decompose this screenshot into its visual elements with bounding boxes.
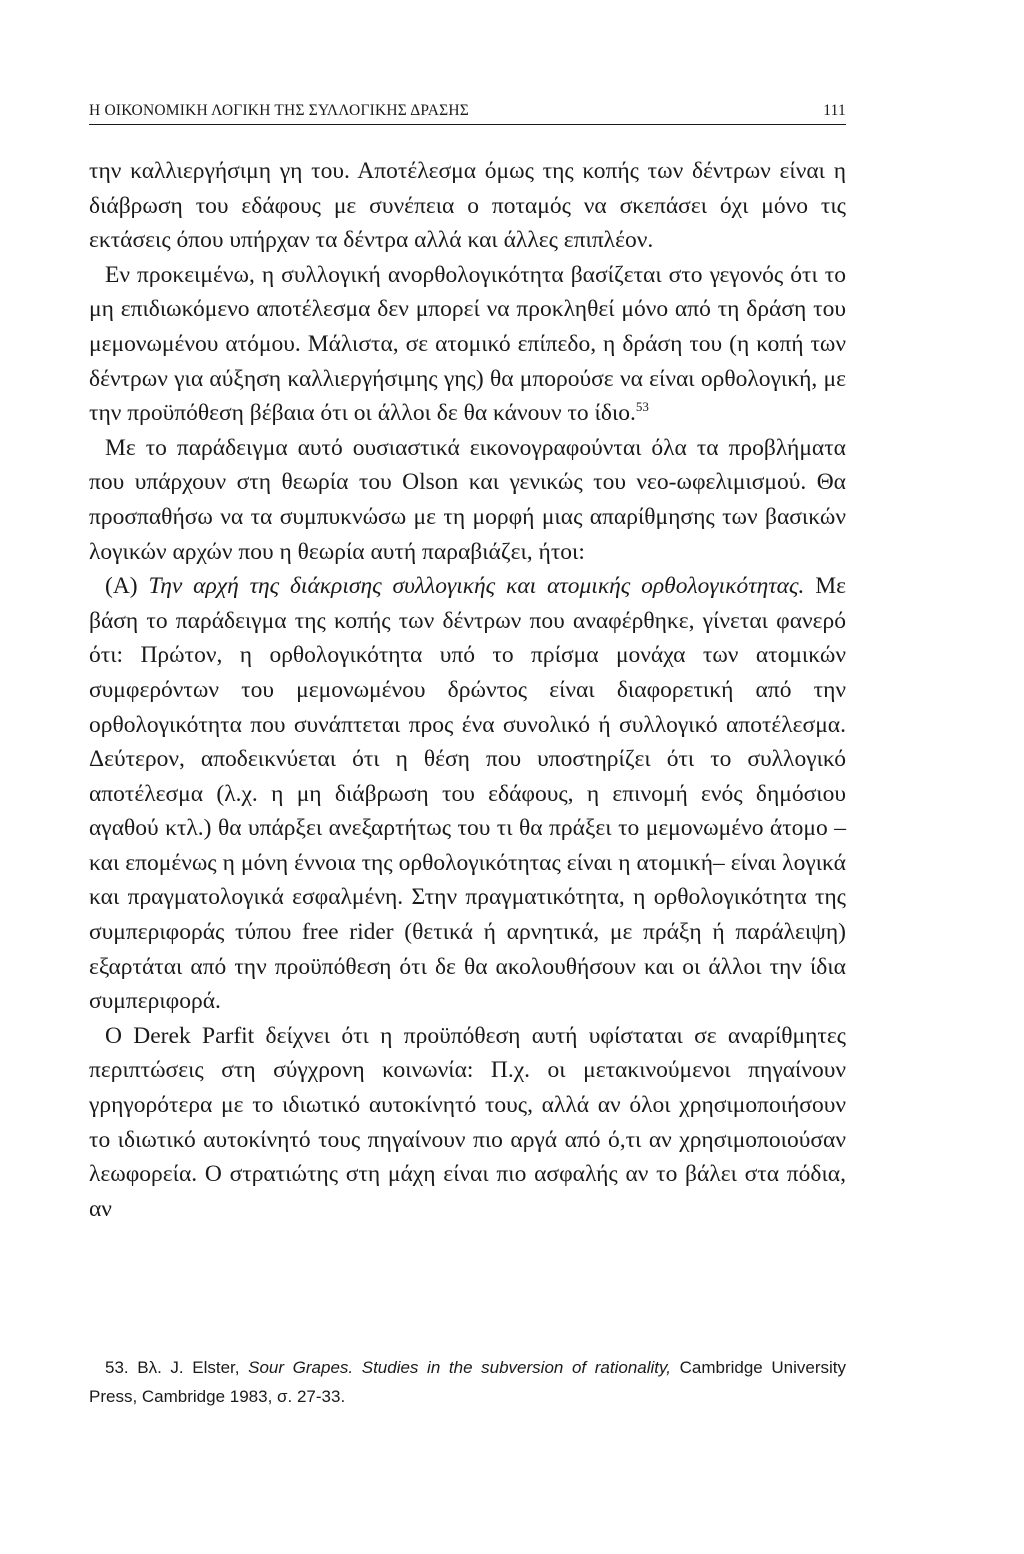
paragraph-4-italic-heading: Την αρχή της διάκρισης συλλογικής και ατομικής ορθολογικότητας.: [148, 573, 805, 600]
paragraph-2-text: Εν προκειμένω, η συλλογική ανορθολογικότητα βασίζεται στο γεγονός ότι το μη επιδιωκόμενο αποτέλεσμα δεν μπορεί να προκληθεί μόνο από τη δράση του μεμονωμένου ατόμου. Μάλιστα, σε ατομικό επίπεδο, η δράση του (η κοπή των δέντρων για αύξηση καλλιεργήσιμης γης) θα μπορούσε να είναι ορθολογική, με την προϋπόθεση βέβαια ότι οι άλλοι δε θα κάνουν το ίδιο.: [89, 261, 846, 427]
running-header: [89, 98, 846, 125]
footnotes: [89, 1353, 846, 1411]
footnote-53: [89, 1353, 846, 1411]
page-number: 111: [823, 102, 846, 119]
paragraph-4: [89, 569, 846, 1019]
body-text: [89, 154, 846, 1226]
paragraph-4-text: Με βάση το παράδειγμα της κοπής των δέντρων που αναφέρθηκε, γίνεται φανερό ότι: Πρώτον, η ορθολογικότητα υπό το πρίσμα μονάχα των ατομικών συμφερόντων του μεμονωμένου δρώντος είναι διαφορετική από την ορθολογικότητα που συνάπτεται προς ένα συνολικό ή συλλογικό αποτέλεσμα. Δεύτερον, αποδεικνύεται ότι η θέση που υποστηρίζει ότι το συλλογικό αποτέλεσμα (λ.χ. η μη διάβρωση του εδάφους, η επινομή ενός δημόσιου αγαθού κτλ.) θα υπάρξει ανεξαρτήτως του τι θα πράξει το μεμονωμένο άτομο –και επομένως η μόνη έννοια της ορθολογικότητας είναι η ατομική– είναι λογικά και πραγματολογικά εσφαλμένη. Στην πραγματικότητα, η ορθολογικότητα της συμπεριφοράς τύπου free rider (θετικά ή αρνητικά, με πράξη ή παράλειψη) εξαρτάται από την προϋπόθεση ότι δε θα ακολουθήσουν και οι άλλοι την ίδια συμπεριφορά.: [89, 573, 847, 1015]
footnote-ref-53: 53: [635, 399, 649, 415]
running-title: Η ΟΙΚΟΝΟΜΙΚΗ ΛΟΓΙΚΗ ΤΗΣ ΣΥΛΛΟΓΙΚΗΣ ΔΡΑΣΗΣ: [89, 102, 470, 119]
paragraph-5: Ο Derek Parfit δείχνει ότι η προϋπόθεση αυτή υφίσταται σε αναρίθμητες περιπτώσεις στη σύγχρονη κοινωνία: Π.χ. οι μετακινούμενοι πηγαίνουν γρηγορότερα με το ιδιωτικό αυτοκίνητό τους, αλλά αν όλοι χρησιμοποιήσουν το ιδιωτικό αυτοκίνητό τους πηγαίνουν πιο αργά από ό,τι αν χρησιμοποιούσαν λεωφορεία. Ο στρατιώτης στη μάχη είναι πιο ασφαλής αν το βάλει στα πόδια, αν: [89, 1022, 846, 1222]
paragraph-1: την καλλιεργήσιμη γη του. Αποτέλεσμα όμως της κοπής των δέντρων είναι η διάβρωση του εδάφους με συνέπεια ο ποταμός να σκεπάσει όχι μόνο τις εκτάσεις όπου υπήρχαν τα δέντρα αλλά και άλλες επιπλέον.: [89, 158, 846, 254]
paragraph-4-label: (Α): [105, 573, 138, 600]
paragraph-3: Με το παράδειγμα αυτό ουσιαστικά εικονογραφούνται όλα τα προβλήματα που υπάρχουν στη θεωρία του Olson και γενικώς του νεο-ωφελιμισμού. Θα προσπαθήσω να τα συμπυκνώσω με τη μορφή μιας απαρίθμησης των βασικών λογικών αρχών που η θεωρία αυτή παραβιάζει, ήτοι:: [89, 434, 846, 565]
footnote-53-lead: 53. Βλ. J. Elster,: [105, 1358, 240, 1377]
paragraph-2: [89, 258, 846, 431]
footnote-53-rest: Cambridge University Press, Cambridge 1983, σ. 27-33.: [89, 1358, 846, 1406]
footnote-53-title: Sour Grapes. Studies in the subversion of rationality,: [248, 1358, 671, 1377]
